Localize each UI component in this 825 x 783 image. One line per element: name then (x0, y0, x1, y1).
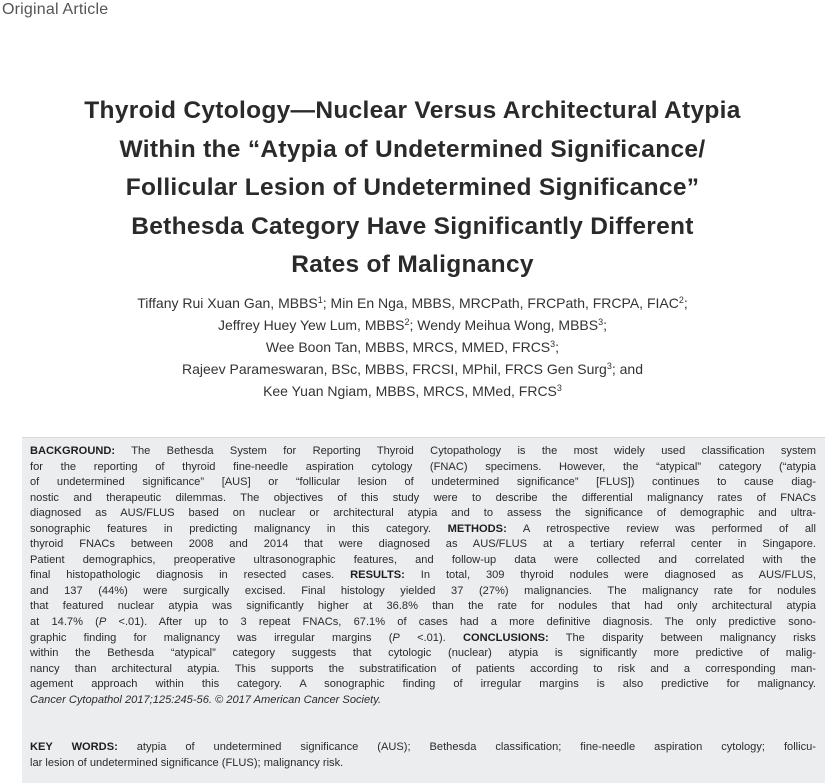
author-line-5: Kee Yuan Ngiam, MBBS, MRCS, MMed, FRCS$^3$ (263, 383, 562, 399)
results-label: RESULTS: (350, 569, 405, 582)
abstract-line: nostic and therapeutic dilemmas. The objectives of this study were to describe the differential malignancy rates of FNACs (30, 491, 816, 504)
abstract-line: thyroid FNACs between 2008 and 2014 that were diagnosed as AUS/FLUS at a tertiary referral center in Singapore. (30, 538, 816, 551)
keywords-label: KEY WORDS: (30, 741, 118, 753)
abstract-line: sonographic features in predicting malignancy in this category. METHODS: A retrospective review was performed of all (30, 522, 816, 535)
abstract-line: and 137 (44%) were surgically excised. Final histology yielded 37 (27%) malignancies. The malignancy rate for nodules (30, 584, 816, 597)
abstract-line: for the reporting of thyroid fine-needle aspiration cytology (FNAC) specimens. However, the “atypical” category (“atypia (30, 460, 816, 473)
keywords-line: lar lesion of undetermined significance (FLUS); malignancy risk. (30, 756, 344, 769)
abstract-text (30, 444, 816, 708)
author-list (20, 292, 805, 402)
author-line-4: Rajeev Parameswaran, BSc, MBBS, FRCSI, MPhil, FRCS Gen Surg$^3$; and (182, 361, 643, 377)
background-label: BACKGROUND: (30, 445, 116, 457)
author-line-3: Wee Boon Tan, MBBS, MRCS, MMED, FRCS$^3$; (265, 339, 560, 355)
title-line-3: Follicular Lesion of Undetermined Significance” (125, 174, 700, 201)
article-type-label: Original Article (2, 1, 109, 18)
abstract-line: that featured nuclear atypia was significantly higher at 36.8% than the rate for nodules that had only architectural atypia (30, 600, 816, 613)
abstract-line: diagnosed as AUS/FLUS based on nuclear or architectural atypia and to assess the significance of demographic and ultra- (30, 507, 816, 520)
abstract-line: BACKGROUND: The Bethesda System for Reporting Thyroid Cytopathology is the most widely used classification system (30, 445, 816, 457)
methods-label: METHODS: (447, 522, 507, 535)
abstract-line: final histopathologic diagnosis in resected cases. RESULTS: In total, 309 thyroid nodules were diagnosed as AUS/FLUS, (30, 569, 816, 582)
abstract-line: Patient demographics, preoperative ultrasonographic features, and follow-up data were collected and correlated with the (30, 553, 816, 566)
conclusions-label: CONCLUSIONS: (463, 631, 549, 644)
abstract-line: of undetermined significance” [AUS] or “follicular lesion of undetermined significance” [FLUS]) continues to cause diag- (30, 476, 816, 489)
abstract-line: graphic finding for malignancy was irregular margins (P <.01). CONCLUSIONS: The disparity between malignancy risks (30, 631, 816, 644)
citation-line: Cancer Cytopathol 2017;125:245-56. © 2017 American Cancer Society. (30, 693, 382, 706)
keywords-section (30, 740, 816, 771)
author-line-2: Jeffrey Huey Yew Lum, MBBS$^2$; Wendy Meihua Wong, MBBS$^3$; (218, 317, 607, 333)
title-line-5: Rates of Malignancy (291, 251, 534, 278)
author-line-1: Tiffany Rui Xuan Gan, MBBS$^1$; Min En Nga, MBBS, MRCPath, FRCPath, FRCPA, FIAC$^2$; (137, 295, 688, 311)
title-line-1: Thyroid Cytology—Nuclear Versus Architectural Atypia (84, 97, 741, 124)
title-line-4: Bethesda Category Have Significantly Different (131, 212, 694, 240)
abstract-line: nancy than architectural atypia. This supports the substratification of patients according to risk and a corresponding man- (30, 662, 816, 675)
abstract-line: at 14.7% (P <.01). After up to 3 repeat FNACs, 67.1% of cases had a more definitive diagnosis. The only predictive sono- (30, 616, 816, 629)
keywords-line: KEY WORDS: atypia of undetermined significance (AUS); Bethesda classification; fine-needle aspiration cytology; follicu- (30, 741, 816, 753)
title-line-2: Within the “Atypia of Undetermined Significance/ (119, 135, 706, 163)
abstract-line: within the Bethesda “atypical” category suggests that cytologic (nuclear) atypia is significantly more predictive of malig- (30, 647, 816, 660)
abstract-line: agement approach within this category. A sonographic finding of irregular margins is also predictive for malignancy. (30, 678, 816, 691)
article-title (20, 92, 805, 285)
